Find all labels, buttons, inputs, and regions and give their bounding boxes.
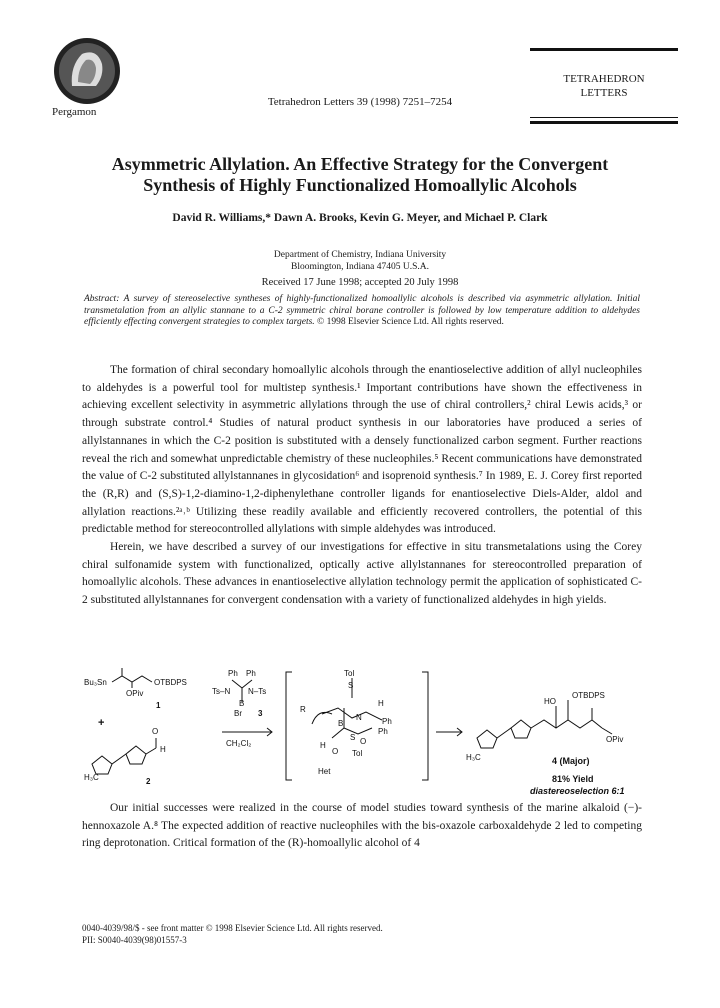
- label-boron: B: [239, 699, 245, 708]
- label-aldehyde-o: O: [152, 727, 159, 736]
- label-het: Het: [318, 767, 331, 776]
- label-compound-1: 1: [156, 701, 161, 710]
- label-otbdps-4: OTBDPS: [572, 691, 605, 700]
- body-section-2: [82, 800, 642, 853]
- label-ts-o: O: [360, 737, 367, 746]
- label-opiv-1: OPiv: [126, 689, 144, 698]
- affiliation-line2: Bloomington, Indiana 47405 U.S.A.: [290, 261, 429, 272]
- label-ts-h: H: [378, 699, 384, 708]
- label-r: R: [300, 705, 306, 714]
- reaction-scheme: [82, 668, 642, 798]
- received-dates: Received 17 June 1998; accepted 20 July 1998: [261, 277, 459, 288]
- label-bu3sn: Bu₃Sn: [84, 678, 107, 687]
- label-ph-a: Ph: [228, 669, 238, 678]
- label-opiv-4: OPiv: [606, 735, 624, 744]
- journal-line1: TETRAHEDRON: [563, 73, 645, 85]
- label-ts-ph-a: Ph: [382, 717, 392, 726]
- journal-name: [530, 72, 678, 100]
- label-s-top: S: [348, 681, 354, 690]
- label-plus: +: [98, 717, 105, 729]
- label-ph-b: Ph: [246, 669, 256, 678]
- label-h3c-4: H₃C: [466, 753, 481, 762]
- label-n-ts: N–Ts: [248, 687, 267, 696]
- label-ts-s: S: [350, 733, 356, 742]
- label-ts-o2: O: [332, 747, 339, 756]
- label-compound-4: 4 (Major): [552, 756, 590, 766]
- abstract-copyright: © 1998 Elsevier Science Ltd. All rights reserved.: [317, 317, 504, 327]
- title-line2: Synthesis of Highly Functionalized Homoallylic Alcohols: [143, 175, 577, 195]
- label-h3c-2: H₃C: [84, 773, 99, 782]
- label-otbdps-1: OTBDPS: [154, 678, 187, 687]
- label-aldehyde-h: H: [160, 745, 166, 754]
- paragraph-3: Our initial successes were realized in the course of model studies toward synthesis of the marine alkaloid (−)-hennoxazole A.⁸ The expected addition of reactive nucleophiles with the bis-oxazole carboxaldehyde 2 led to competing ring deprotonation. Critical formation of the (R)-homoallylic alcohol of 4: [82, 802, 642, 850]
- affiliation: [40, 250, 680, 273]
- header-rule-1: [530, 117, 678, 118]
- label-br: Br: [234, 709, 242, 718]
- authors: David R. Williams,* Dawn A. Brooks, Kevin G. Meyer, and Michael P. Clark: [172, 212, 548, 224]
- paragraph-1: The formation of chiral secondary homoallylic alcohols through the enantioselective addition of allyl nucleophiles to aldehydes is a powerful tool for multistep synthesis.¹ Important contributions have shown the effectiveness in achieving excellent selectivity in asymmetric allylations through the use of chiral controllers,² chiral Lewis acids,³ or through substrate control.⁴ Studies of natural product synthesis in our laboratories have produced a series of allylstannanes in which the C-2 position is substituted with a densely functionalized carbon segment. Further reactions reveal the rich and somewhat unpredictable chemistry of these nucleophiles.⁵ Recent communications have demonstrated the value of C-2 substituted allylstannanes in glycosidation⁶ and isoprenoid synthesis.⁷ In 1989, E. J. Corey first reported the (R,R) and (S,S)-1,2-diamino-1,2-diphenylethane controller ligands for enantioselective Diels-Alder, aldol and allylation reactions.²ᵃ˒ᵇ Utilizing these readily available and efficiently recovered controllers, the potential of this predictable method for stereocontrolled allylations with simple aldehydes was introduced.: [82, 364, 642, 536]
- label-tol-bottom: Tol: [352, 749, 363, 758]
- abstract: [84, 294, 640, 329]
- title-line1: Asymmetric Allylation. An Effective Strategy for the Convergent: [111, 154, 609, 174]
- affiliation-line1: Department of Chemistry, Indiana University: [273, 250, 447, 260]
- publisher-name: Pergamon: [52, 106, 97, 118]
- citation: Tetrahedron Letters 39 (1998) 7251–7254: [267, 96, 453, 108]
- label-ts-n: N: [356, 713, 362, 722]
- footer-pii: PII: S0040-4039(98)01557-3: [82, 935, 187, 945]
- label-compound-2: 2: [146, 777, 151, 786]
- label-solvent: CH₂Cl₂: [226, 739, 252, 748]
- label-tol-top: Tol: [344, 669, 355, 678]
- article-title: [60, 154, 660, 196]
- header-rule-2: [530, 121, 678, 124]
- label-ts-ph-b: Ph: [378, 727, 388, 736]
- journal-line2: LETTERS: [580, 87, 628, 99]
- footer: [82, 922, 383, 946]
- abstract-text: A survey of stereoselective syntheses of highly-functionalized homoallylic alcohols is described via asymmetric allylation. Initial transmetalation from an allylic stannane to a C-2 symmetric chiral borane controller is followed by low temperature addition to aldehydes efficiently effecting convergent strategies to complex targets.: [84, 294, 640, 327]
- body-section-1: [82, 362, 642, 610]
- label-ts-h2: H: [320, 741, 326, 750]
- abstract-label: Abstract:: [84, 294, 120, 304]
- header-rule-top: [530, 48, 678, 51]
- paragraph-2: Herein, we have described a survey of our investigations for effective in situ transmetalations using the Corey chiral sulfonamide system with functionalized, optically active allylstannanes for stereocontrolled preparation of homoallylic alcohols. These advances in enantioselective allylation technology permit the application of sophisticated C-2 substituted allylstannanes for convergent condensation with a variety of functionalized aldehydes in high yields.: [82, 541, 642, 607]
- label-ts-n: Ts–N: [212, 687, 231, 696]
- label-ts-b: B: [338, 719, 344, 728]
- footer-copyright: 0040-4039/98/$ - see front matter © 1998 Elsevier Science Ltd. All rights reserved.: [82, 923, 383, 933]
- label-compound-3: 3: [258, 709, 263, 718]
- label-diastereoselection: diastereoselection 6:1: [530, 786, 625, 796]
- label-yield: 81% Yield: [552, 774, 594, 784]
- label-ho: HO: [544, 697, 556, 706]
